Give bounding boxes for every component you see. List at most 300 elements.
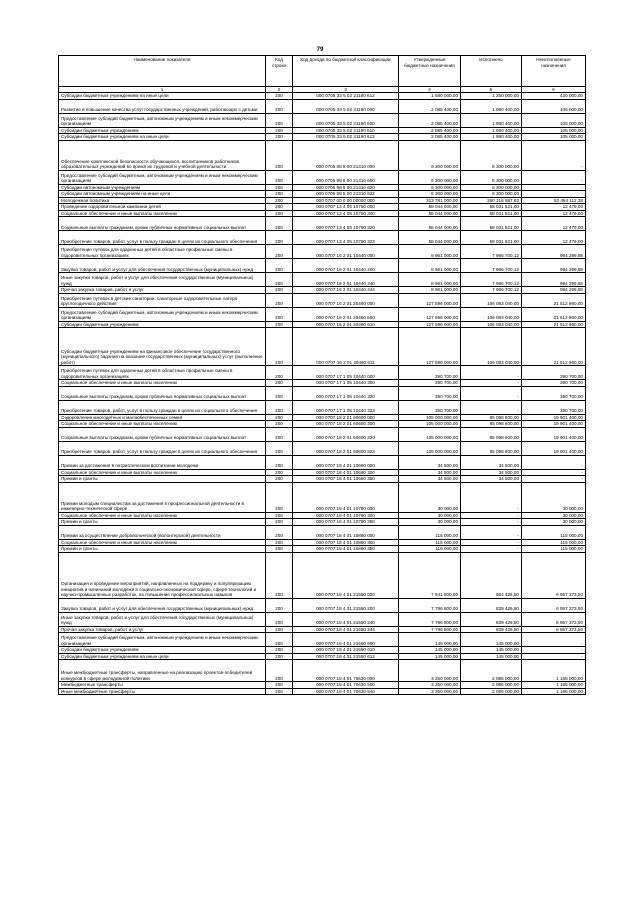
row-approved: 58 044 000,00 xyxy=(399,210,461,217)
row-executed: 839 426,50 xyxy=(461,626,522,633)
column-number: 4 xyxy=(399,87,461,93)
row-name: Социальное обеспечение и иные выплаты населению xyxy=(59,512,266,519)
row-approved: 7 796 800,00 xyxy=(399,612,461,626)
row-approved: 3 250 000,00 xyxy=(399,660,461,682)
row-kbk: 000 0707 18 4 01 10780 300 xyxy=(293,512,399,519)
row-approved: 8 961 000,00 xyxy=(399,259,461,273)
row-executed: - xyxy=(461,539,522,546)
row-code: 200 xyxy=(266,293,293,307)
row-kbk: 000 0707 18 4 01 70630 540 xyxy=(293,688,399,695)
row-name: Прочая закупка товаров, работ и услуг xyxy=(59,626,266,633)
row-approved: 105 000 000,00 xyxy=(399,427,461,441)
row-executed: 7 966 700,12 xyxy=(461,287,522,294)
row-executed: 58 031 521,00 xyxy=(461,204,522,211)
row-code: 200 xyxy=(266,552,293,598)
row-approved: 34 500,00 xyxy=(399,476,461,483)
row-unexecuted: 1 165 000,00 xyxy=(522,682,586,689)
row-unexecuted: 30 000,00 xyxy=(522,512,586,519)
row-kbk: 000 0705 33 5 02 21190 612 xyxy=(293,134,399,141)
row-kbk: 000 0707 18 4 01 10860 000 xyxy=(293,525,399,539)
row-name: Предоставление субсидий бюджетным, автономным учреждениям и иным некоммерческим организациям xyxy=(59,170,266,184)
row-code: 200 xyxy=(266,259,293,273)
table-row xyxy=(59,328,586,366)
row-approved: 105 000 000,00 xyxy=(399,414,461,421)
table-row xyxy=(59,633,586,647)
table-row xyxy=(59,421,586,428)
row-unexecuted: - xyxy=(522,455,586,469)
row-unexecuted: 19 901 400,00 xyxy=(522,427,586,441)
row-code: 200 xyxy=(266,688,293,695)
row-name: Приобретение путевок для одаренных детей в областные профильные смены в оздоровительных организациях xyxy=(59,245,266,259)
row-code: 200 xyxy=(266,427,293,441)
row-approved: 58 044 000,00 xyxy=(399,231,461,245)
header-kbk: Код дохода по бюджетной классификации xyxy=(293,56,399,87)
table-row xyxy=(59,93,586,100)
row-kbk: 000 0707 18 2 01 60600 300 xyxy=(293,421,399,428)
row-code: 200 xyxy=(266,519,293,526)
row-kbk: 000 0707 18 4 01 21550 000 xyxy=(293,552,399,598)
row-name: Социальное обеспечение и иные выплаты населению xyxy=(59,380,266,387)
row-kbk: 000 0707 18 4 01 10660 300 xyxy=(293,469,399,476)
row-code: 200 xyxy=(266,455,293,469)
row-unexecuted: 390 700,00 xyxy=(522,366,586,380)
row-executed: 145 000,00 xyxy=(461,633,522,647)
row-unexecuted: - xyxy=(522,647,586,654)
row-code: 200 xyxy=(266,482,293,512)
row-executed: 6 300 000,00 xyxy=(461,140,522,170)
table-row xyxy=(59,612,586,626)
row-approved: 6 300 000,00 xyxy=(399,191,461,198)
row-code: 200 xyxy=(266,184,293,191)
row-code: 200 xyxy=(266,99,293,113)
row-code: 200 xyxy=(266,598,293,612)
row-unexecuted: - xyxy=(522,191,586,198)
row-name: Иные межбюджетные трансферты, направленные на реализацию проектов-победителей конкурсов в сфере молодежной политики xyxy=(59,660,266,682)
row-unexecuted: - xyxy=(522,184,586,191)
row-name: Субсидии бюджетным учреждениям на иные цели xyxy=(59,653,266,660)
row-kbk: 000 0707 18 4 01 10660 350 xyxy=(293,476,399,483)
row-kbk: 000 0707 16 2 01 10440 240 xyxy=(293,273,399,287)
table-row xyxy=(59,191,586,198)
row-unexecuted: 21 512 960,00 xyxy=(522,321,586,328)
row-executed: 1 980 400,00 xyxy=(461,99,522,113)
table-row xyxy=(59,287,586,294)
row-code: 200 xyxy=(266,113,293,127)
row-approved: 8 961 000,00 xyxy=(399,273,461,287)
row-name: Субсидии бюджетным учреждениям xyxy=(59,321,266,328)
header-name: Наименование показателя xyxy=(59,56,266,87)
column-number: 6 xyxy=(522,87,586,93)
row-executed: 85 098 600,00 xyxy=(461,421,522,428)
row-name: Социальное обеспечение и иные выплаты населению xyxy=(59,469,266,476)
row-name: Прочая закупка товаров, работ и услуг xyxy=(59,287,266,294)
table-row xyxy=(59,441,586,455)
row-approved: 115 000,00 xyxy=(399,525,461,539)
row-approved: 7 796 800,00 xyxy=(399,598,461,612)
row-approved: 8 961 000,00 xyxy=(399,245,461,259)
row-kbk: 000 0707 18 4 01 10780 350 xyxy=(293,519,399,526)
row-code: 200 xyxy=(266,321,293,328)
row-code: 200 xyxy=(266,626,293,633)
row-approved: 115 000,00 xyxy=(399,546,461,553)
table-row xyxy=(59,455,586,469)
row-executed: 6 300 000,00 xyxy=(461,184,522,191)
row-kbk: 000 0707 18 4 01 21550 240 xyxy=(293,612,399,626)
row-name: Субсидии бюджетным учреждениям xyxy=(59,647,266,654)
row-name: Субсидии автономным учреждениям xyxy=(59,184,266,191)
row-approved: 1 680 000,00 xyxy=(399,93,461,100)
row-executed: - xyxy=(461,512,522,519)
table-row xyxy=(59,552,586,598)
row-code: 200 xyxy=(266,647,293,654)
row-approved: 2 085 400,00 xyxy=(399,134,461,141)
row-approved: 3 250 000,00 xyxy=(399,688,461,695)
row-code: 200 xyxy=(266,660,293,682)
row-unexecuted: 6 957 373,50 xyxy=(522,552,586,598)
row-name: Приобретение путевок для одаренных детей в областные профильные смены в оздоровительных организациях xyxy=(59,366,266,380)
row-code: 200 xyxy=(266,366,293,380)
row-executed: 1 980 400,00 xyxy=(461,113,522,127)
row-unexecuted: 1 165 000,00 xyxy=(522,660,586,682)
table-row xyxy=(59,482,586,512)
row-name: Межбюджетные трансферты xyxy=(59,682,266,689)
table-row xyxy=(59,307,586,321)
table-row xyxy=(59,525,586,539)
row-executed: 2 085 000,00 xyxy=(461,660,522,682)
row-kbk: 000 0707 13 4 05 10750 300 xyxy=(293,210,399,217)
row-name: Приобретение товаров, работ, услуг в пользу граждан в целях их социального обеспечения xyxy=(59,441,266,455)
table-row xyxy=(59,598,586,612)
row-code: 200 xyxy=(266,682,293,689)
row-unexecuted: 994 299,88 xyxy=(522,259,586,273)
table-row xyxy=(59,688,586,695)
row-executed: 839 426,50 xyxy=(461,612,522,626)
row-approved: 145 000,00 xyxy=(399,633,461,647)
table-row xyxy=(59,293,586,307)
row-executed: 2 085 000,00 xyxy=(461,688,522,695)
row-name: Молодежная политика xyxy=(59,197,266,204)
row-code: 200 xyxy=(266,197,293,204)
row-kbk: 000 0707 17 1 05 10440 000 xyxy=(293,366,399,380)
table-row xyxy=(59,321,586,328)
row-unexecuted: 19 901 400,00 xyxy=(522,421,586,428)
row-kbk: 000 0705 99 5 00 21310 622 xyxy=(293,191,399,198)
row-name: Предоставление субсидий бюджетным, автономным учреждениям и иным некоммерческим организациям xyxy=(59,307,266,321)
column-number: 2 xyxy=(266,87,293,93)
row-name: Субсидии автономным учреждениям на иные цели xyxy=(59,191,266,198)
row-unexecuted: 105 000,00 xyxy=(522,99,586,113)
row-unexecuted: 21 512 960,00 xyxy=(522,328,586,366)
row-code: 200 xyxy=(266,546,293,553)
row-approved: 127 596 000,00 xyxy=(399,321,461,328)
table-row xyxy=(59,231,586,245)
row-code: 200 xyxy=(266,525,293,539)
page-number: 79 xyxy=(316,47,324,53)
table-row xyxy=(59,140,586,170)
row-name: Социальные выплаты гражданам, кроме публичных нормативных социальных выплат xyxy=(59,217,266,231)
row-name: Приобретение товаров, работ, услуг в пользу граждан в целях их социального обеспечения xyxy=(59,400,266,414)
table-row xyxy=(59,273,586,287)
header-row xyxy=(59,56,586,87)
row-kbk: 000 0707 00 0 00 00000 000 xyxy=(293,197,399,204)
row-name: Предоставление субсидий бюджетным, автономным учреждениям и иным некоммерческим организациям xyxy=(59,113,266,127)
row-approved: 390 700,00 xyxy=(399,380,461,387)
row-kbk: 000 0707 18 2 01 60600 323 xyxy=(293,441,399,455)
row-executed: 58 031 521,00 xyxy=(461,217,522,231)
row-code: 200 xyxy=(266,400,293,414)
row-kbk: 000 0707 16 2 01 20460 600 xyxy=(293,307,399,321)
row-executed: 7 966 700,12 xyxy=(461,273,522,287)
table-row xyxy=(59,210,586,217)
row-executed: 106 083 040,00 xyxy=(461,293,522,307)
row-approved: 115 000,00 xyxy=(399,539,461,546)
row-executed: 7 966 700,12 xyxy=(461,245,522,259)
row-name: Премии за осуществление добровольческой (волонтерской) деятельности xyxy=(59,525,266,539)
row-code: 200 xyxy=(266,273,293,287)
table-row xyxy=(59,259,586,273)
table-row xyxy=(59,184,586,191)
row-approved: 30 000,00 xyxy=(399,519,461,526)
row-approved: 7 941 800,00 xyxy=(399,552,461,598)
row-name: Приобретение путевок в детские санатории, санаторные оздоровительные лагеря круглогодичного действия xyxy=(59,293,266,307)
table-row xyxy=(59,217,586,231)
row-code: 200 xyxy=(266,386,293,400)
row-code: 200 xyxy=(266,421,293,428)
row-approved: 127 596 000,00 xyxy=(399,328,461,366)
row-code: 200 xyxy=(266,328,293,366)
row-approved: 145 000,00 xyxy=(399,653,461,660)
row-kbk: 000 0705 99 5 00 21310 600 xyxy=(293,170,399,184)
row-unexecuted: 1 165 000,00 xyxy=(522,688,586,695)
row-executed: 106 083 040,00 xyxy=(461,328,522,366)
row-name: Предоставление субсидий бюджетным, автономным учреждениям и иным некоммерческим организациям xyxy=(59,633,266,647)
row-executed: 85 098 600,00 xyxy=(461,427,522,441)
row-kbk: 000 0705 99 5 00 21310 620 xyxy=(293,184,399,191)
row-executed: 1 250 000,00 xyxy=(461,93,522,100)
row-name: Премии и гранты xyxy=(59,476,266,483)
table-row xyxy=(59,99,586,113)
row-unexecuted: 105 000,00 xyxy=(522,127,586,134)
row-unexecuted: 390 700,00 xyxy=(522,386,586,400)
row-code: 200 xyxy=(266,469,293,476)
row-kbk: 000 0707 18 4 01 10780 000 xyxy=(293,482,399,512)
row-approved: 390 700,00 xyxy=(399,386,461,400)
row-executed: - xyxy=(461,482,522,512)
row-kbk: 000 0707 16 2 01 10440 200 xyxy=(293,259,399,273)
row-unexecuted: 6 957 373,50 xyxy=(522,598,586,612)
row-approved: 34 500,00 xyxy=(399,455,461,469)
row-approved: 2 085 400,00 xyxy=(399,99,461,113)
table-row xyxy=(59,427,586,441)
row-approved: 8 961 000,00 xyxy=(399,287,461,294)
row-unexecuted: 12 479,00 xyxy=(522,217,586,231)
row-kbk: 000 0707 16 2 01 10440 244 xyxy=(293,287,399,294)
row-unexecuted: 115 000,00 xyxy=(522,525,586,539)
row-kbk: 000 0707 16 2 01 10440 000 xyxy=(293,245,399,259)
row-approved: 6 300 000,00 xyxy=(399,184,461,191)
row-executed: 145 000,00 xyxy=(461,647,522,654)
table-row xyxy=(59,134,586,141)
row-unexecuted: 105 000,00 xyxy=(522,134,586,141)
row-name: Обеспечение комплексной безопасности обучающихся, воспитанников работников образовательных учреждений во время их трудовой и учебной деятельности xyxy=(59,140,266,170)
row-approved: 145 000,00 xyxy=(399,647,461,654)
row-code: 200 xyxy=(266,441,293,455)
row-executed: 260 316 887,62 xyxy=(461,197,522,204)
row-kbk: 000 0707 18 2 01 60600 000 xyxy=(293,414,399,421)
table-row xyxy=(59,400,586,414)
row-code: 200 xyxy=(266,127,293,134)
row-code: 200 xyxy=(266,612,293,626)
table-row xyxy=(59,469,586,476)
row-kbk: 000 0705 33 5 02 21180 612 xyxy=(293,93,399,100)
row-kbk: 000 0705 33 5 02 21190 600 xyxy=(293,113,399,127)
row-approved: 30 000,00 xyxy=(399,512,461,519)
table-row xyxy=(59,113,586,127)
table-row xyxy=(59,626,586,633)
table-row xyxy=(59,414,586,421)
row-executed: 839 426,50 xyxy=(461,598,522,612)
row-executed: 6 300 000,00 xyxy=(461,170,522,184)
row-approved: 313 781 000,00 xyxy=(399,197,461,204)
row-approved: 105 000 000,00 xyxy=(399,421,461,428)
row-code: 200 xyxy=(266,204,293,211)
row-unexecuted: - xyxy=(522,140,586,170)
row-executed: 85 098 600,00 xyxy=(461,441,522,455)
row-unexecuted: 105 000,00 xyxy=(522,113,586,127)
row-executed: 58 031 521,00 xyxy=(461,231,522,245)
row-code: 200 xyxy=(266,539,293,546)
row-kbk: 000 0707 17 1 05 10440 323 xyxy=(293,400,399,414)
row-code: 200 xyxy=(266,191,293,198)
row-name: Социальные выплаты гражданам, кроме публичных нормативных социальных выплат xyxy=(59,386,266,400)
row-executed: 34 500,00 xyxy=(461,476,522,483)
row-kbk: 000 0705 33 5 02 21190 000 xyxy=(293,99,399,113)
row-executed: 1 980 400,00 xyxy=(461,134,522,141)
row-approved: 34 500,00 xyxy=(399,469,461,476)
row-name: Закупка товаров, работ и услуг для обеспечения государственных (муниципальных) нужд xyxy=(59,598,266,612)
row-executed: 1 980 400,00 xyxy=(461,127,522,134)
row-kbk: 000 0707 18 4 01 10860 300 xyxy=(293,539,399,546)
row-name: Приобретение товаров, работ, услуг в пользу граждан в целях их социального обеспечения xyxy=(59,231,266,245)
row-unexecuted: 430 000,00 xyxy=(522,93,586,100)
row-name: Организация и проведение мероприятий, направленных на поддержку и популяризацию инициатив и начинаний молодежи в социально-экономической сфере, сфере технологий и научно-промышленных разработок, на повышение профессиональных навыков xyxy=(59,552,266,598)
row-name: Премии и гранты xyxy=(59,519,266,526)
row-executed: 2 085 000,00 xyxy=(461,682,522,689)
row-approved: 2 085 400,00 xyxy=(399,127,461,134)
row-code: 200 xyxy=(266,512,293,519)
row-kbk: 000 0707 13 4 05 10750 000 xyxy=(293,204,399,211)
row-unexecuted: - xyxy=(522,170,586,184)
row-unexecuted: - xyxy=(522,476,586,483)
table-row xyxy=(59,366,586,380)
row-kbk: 000 0707 18 4 01 21550 612 xyxy=(293,653,399,660)
row-unexecuted: - xyxy=(522,633,586,647)
row-name: Субсидии бюджетным учреждениям xyxy=(59,127,266,134)
row-approved: 127 596 000,00 xyxy=(399,293,461,307)
table-row xyxy=(59,653,586,660)
table-row xyxy=(59,647,586,654)
row-kbk: 000 0707 18 2 01 60600 320 xyxy=(293,427,399,441)
row-executed: 34 500,00 xyxy=(461,455,522,469)
row-executed: 34 500,00 xyxy=(461,469,522,476)
budget-execution-table xyxy=(58,55,586,695)
row-unexecuted: 6 957 373,50 xyxy=(522,612,586,626)
table-row xyxy=(59,245,586,259)
row-kbk: 000 0707 16 2 01 20460 000 xyxy=(293,293,399,307)
row-unexecuted: - xyxy=(522,653,586,660)
row-unexecuted: - xyxy=(522,469,586,476)
row-kbk: 000 0707 18 4 01 70630 500 xyxy=(293,682,399,689)
table-row xyxy=(59,386,586,400)
column-number: 5 xyxy=(461,87,522,93)
row-code: 200 xyxy=(266,653,293,660)
row-unexecuted: 994 299,88 xyxy=(522,287,586,294)
row-executed: 106 083 040,00 xyxy=(461,307,522,321)
row-approved: 3 250 000,00 xyxy=(399,682,461,689)
row-code: 200 xyxy=(266,140,293,170)
row-unexecuted: 30 000,00 xyxy=(522,482,586,512)
row-executed: 106 083 040,00 xyxy=(461,321,522,328)
row-code: 200 xyxy=(266,210,293,217)
row-unexecuted: 19 901 400,00 xyxy=(522,414,586,421)
row-unexecuted: 12 479,00 xyxy=(522,231,586,245)
row-code: 200 xyxy=(266,170,293,184)
row-approved: 6 300 000,00 xyxy=(399,140,461,170)
row-kbk: 000 0707 18 4 01 21550 600 xyxy=(293,633,399,647)
header-code: Код строки xyxy=(266,56,293,87)
row-kbk: 000 0707 17 1 05 10440 300 xyxy=(293,380,399,387)
row-name: Иные закупки товаров, работ и услуг для обеспечения государственных (муниципальных) нужд xyxy=(59,273,266,287)
header-approved: Утвержденные бюджетные назначения xyxy=(399,56,461,87)
table-row xyxy=(59,127,586,134)
row-code: 200 xyxy=(266,217,293,231)
row-name: Субсидии бюджетным учреждениям на иные цели xyxy=(59,93,266,100)
row-unexecuted: 21 512 960,00 xyxy=(522,293,586,307)
row-approved: 105 000 000,00 xyxy=(399,441,461,455)
table-row xyxy=(59,170,586,184)
row-unexecuted: 390 700,00 xyxy=(522,400,586,414)
row-name: Иные межбюджетные трансферты xyxy=(59,688,266,695)
row-unexecuted: 12 479,00 xyxy=(522,210,586,217)
row-executed: - xyxy=(461,366,522,380)
row-name: Социальное обеспечение и иные выплаты населению xyxy=(59,421,266,428)
row-executed: 58 031 521,00 xyxy=(461,210,522,217)
row-kbk: 000 0705 99 5 00 21310 000 xyxy=(293,140,399,170)
row-approved: 30 000,00 xyxy=(399,482,461,512)
row-name: Развитие и повышение качества услуг государственных учреждений, работающих с детьми xyxy=(59,99,266,113)
row-executed: - xyxy=(461,519,522,526)
row-code: 200 xyxy=(266,134,293,141)
row-executed: 7 966 700,12 xyxy=(461,259,522,273)
header-unexecuted: Неисполненные назначения xyxy=(522,56,586,87)
row-approved: 6 300 000,00 xyxy=(399,170,461,184)
row-executed: 145 000,00 xyxy=(461,653,522,660)
row-approved: 390 700,00 xyxy=(399,400,461,414)
row-code: 200 xyxy=(266,380,293,387)
row-name: Субсидии бюджетным учреждениям на иные цели xyxy=(59,134,266,141)
row-unexecuted: 12 479,00 xyxy=(522,204,586,211)
row-name: Социальное обеспечение и иные выплаты населению xyxy=(59,210,266,217)
row-approved: 7 796 800,00 xyxy=(399,626,461,633)
row-approved: 2 085 400,00 xyxy=(399,113,461,127)
row-code: 200 xyxy=(266,476,293,483)
row-executed: 984 426,50 xyxy=(461,552,522,598)
row-unexecuted: 19 901 400,00 xyxy=(522,441,586,455)
table-row xyxy=(59,660,586,682)
row-approved: 58 044 000,00 xyxy=(399,204,461,211)
row-name: Социальные выплаты гражданам, кроме публичных нормативных социальных выплат xyxy=(59,427,266,441)
row-name: Премии за достижения в патриотическом воспитании молодежи xyxy=(59,455,266,469)
